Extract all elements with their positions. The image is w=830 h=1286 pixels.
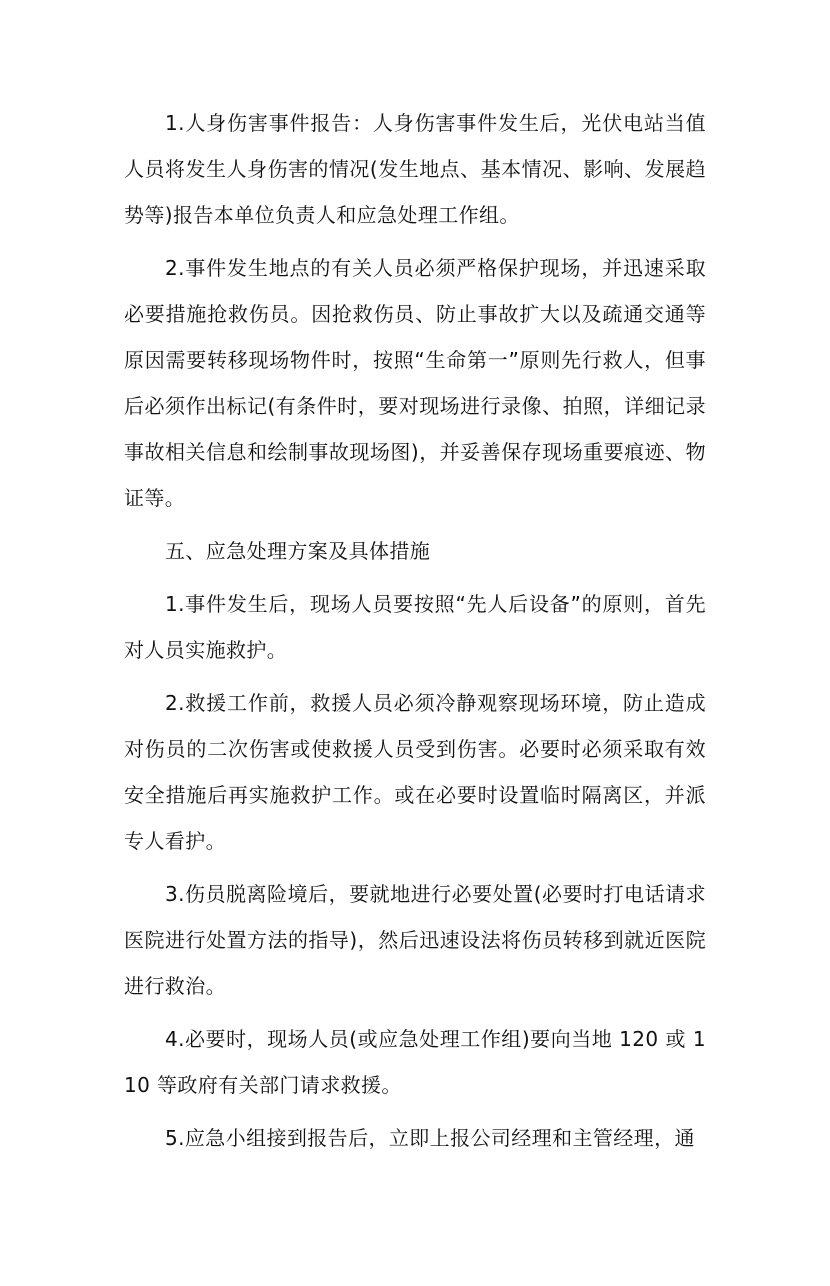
document-body [124,100,706,1168]
section-heading: 五、应急处理方案及具体措施 [165,539,431,563]
measure-item-5: 5.应急小组接到报告后，立即上报公司经理和主管经理，通 [165,1126,695,1150]
measure-item-4: 4.必要时，现场人员(或应急处理工作组)要向当地 120 或 110 等政府有关部门请求救援。 [124,1027,706,1097]
paragraph-injury-report: 1.人身伤害事件报告：人身伤害事件发生后，光伏电站当值人员将发生人身伤害的情况(发生地点、基本情况、影响、发展趋势等)报告本单位负责人和应急处理工作组。 [124,111,706,227]
paragraph-scene-protection: 2.事件发生地点的有关人员必须严格保护现场，并迅速采取必要措施抢救伤员。因抢救伤员、防止事故扩大以及疏通交通等原因需要转移现场物件时，按照“生命第一”原则先行救人，但事后必须作出标记(有条件时，要对现场进行录像、拍照，详细记录事故相关信息和绘制事故现场图)，并妥善保存现场重要痕迹、物证等。 [124,256,706,510]
measure-item-2: 2.救援工作前，救援人员必须冷静观察现场环境，防止造成对伤员的二次伤害或使救援人员受到伤害。必要时必须采取有效安全措施后再实施救护工作。或在必要时设置临时隔离区，并派专人看护。 [124,691,706,853]
measure-item-1: 1.事件发生后，现场人员要按照“先人后设备”的原则，首先对人员实施救护。 [124,592,706,662]
measure-item-3: 3.伤员脱离险境后，要就地进行必要处置(必要时打电话请求医院进行处置方法的指导)，然后迅速设法将伤员转移到就近医院进行救治。 [124,882,706,998]
